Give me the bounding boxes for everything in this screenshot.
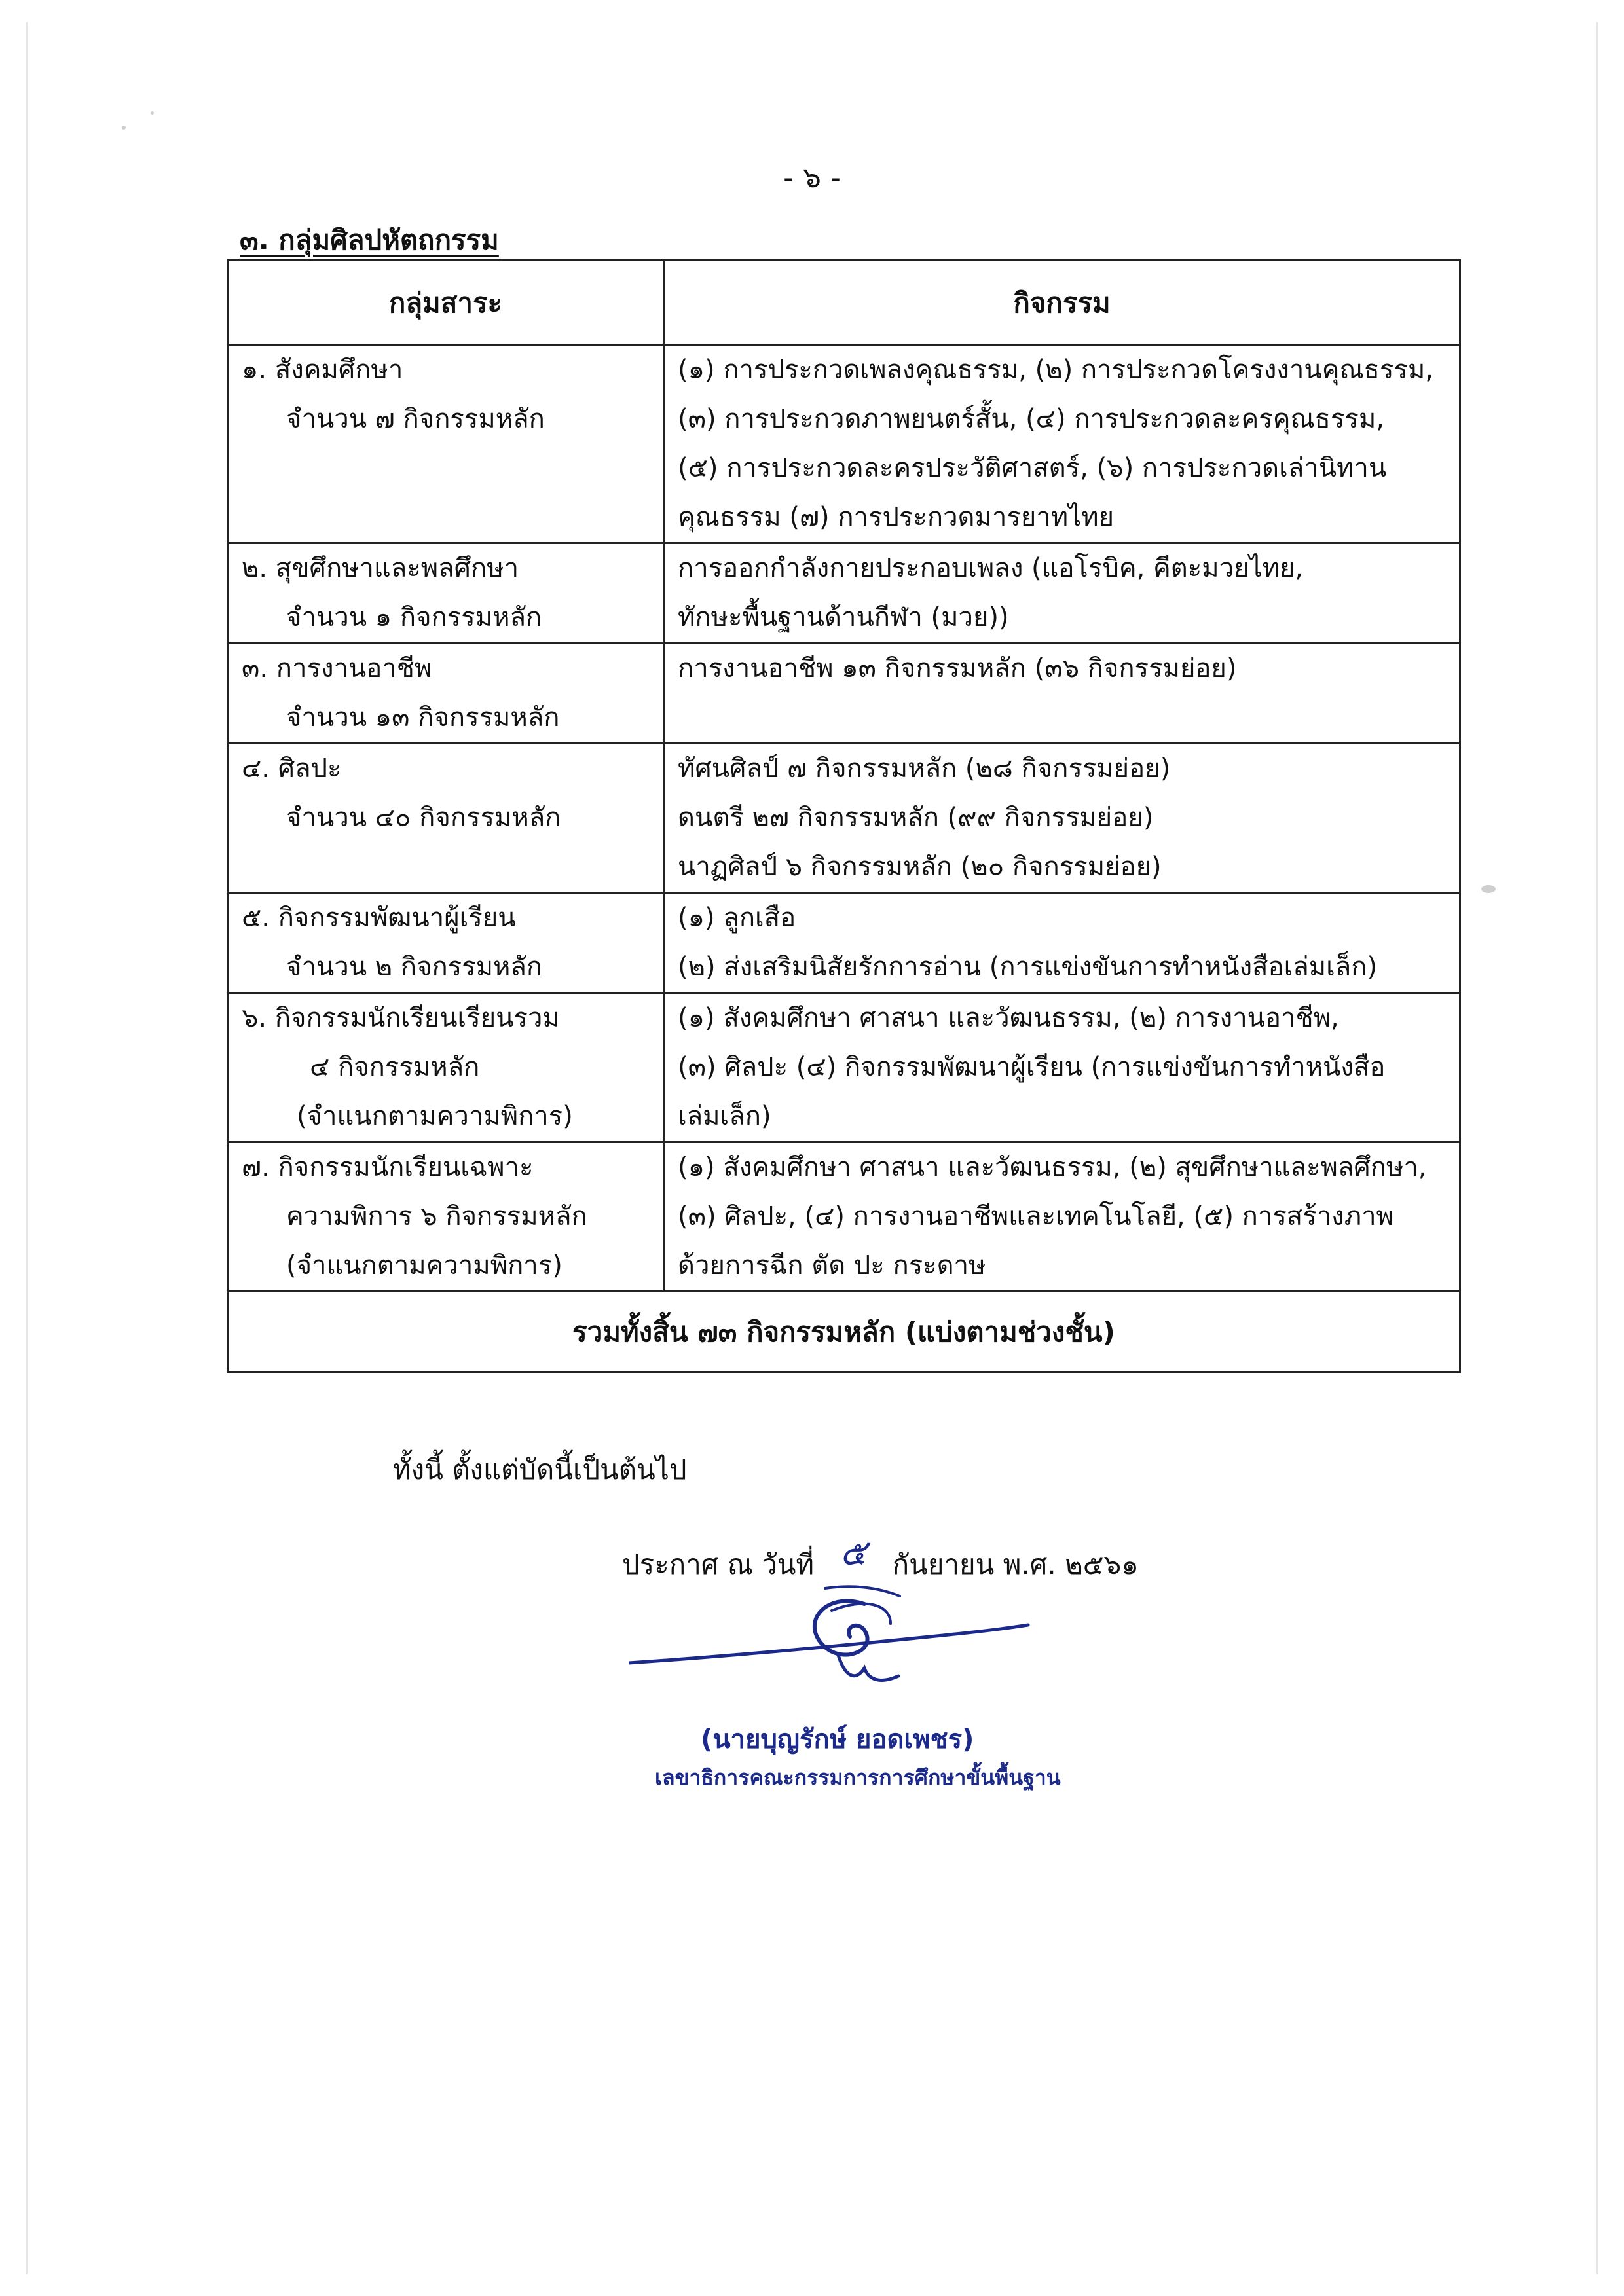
group-count: จำนวน ๔๐ กิจกรรมหลัก <box>286 803 561 833</box>
scan-speck <box>151 111 154 115</box>
announcement-suffix: กันยายน พ.ศ. ๒๕๖๑ <box>892 1548 1139 1580</box>
group-title: ๗. กิจกรรมนักเรียนเฉพาะ <box>242 1152 534 1182</box>
header-subject-group: กลุ่มสาระ <box>228 261 664 345</box>
activity-line: ดนตรี ๒๗ กิจกรรมหลัก (๙๙ กิจกรรมย่อย) <box>678 803 1154 833</box>
activity-line: (๑) การประกวดเพลงคุณธรรม, (๒) การประกวดโครงงานคุณธรรม, <box>678 355 1434 385</box>
group-cell <box>228 345 664 543</box>
group-cell <box>228 644 664 744</box>
activity-line: (๑) สังคมศึกษา ศาสนา และวัฒนธรรม, (๒) การงานอาชีพ, <box>678 1003 1339 1033</box>
group-title: ๔. ศิลปะ <box>242 754 342 784</box>
activity-line: เล่มเล็ก) <box>678 1101 771 1131</box>
closing-statement: ทั้งนี้ ตั้งแต่บัดนี้เป็นต้นไป <box>393 1453 687 1485</box>
signer-name: (นายบุญรักษ์ ยอดเพชร) <box>701 1724 974 1755</box>
group-cell <box>228 744 664 893</box>
activity-line: (๓) ศิลปะ, (๔) การงานอาชีพและเทคโนโลยี, (๕) การสร้างภาพ <box>678 1201 1393 1231</box>
group-note: (จำแนกตามความพิการ) <box>286 1250 563 1281</box>
table-row <box>228 1142 1460 1292</box>
table-header-row <box>228 261 1460 345</box>
signer-title: เลขาธิการคณะกรรมการการศึกษาขั้นพื้นฐาน <box>655 1765 1061 1790</box>
announcement-day: ๕ <box>840 1532 867 1573</box>
group-title: ๖. กิจกรรมนักเรียนเรียนรวม <box>242 1003 560 1033</box>
activity-line: (๑) สังคมศึกษา ศาสนา และวัฒนธรรม, (๒) สุขศึกษาและพลศึกษา, <box>678 1152 1427 1182</box>
table-row <box>228 644 1460 744</box>
activities-cell <box>664 893 1460 993</box>
activities-table <box>227 259 1461 1373</box>
activity-line: การออกกำลังกายประกอบเพลง (แอโรบิค, คีตะมวยไทย, <box>678 553 1304 583</box>
activity-line: ทักษะพื้นฐานด้านกีฬา (มวย)) <box>678 602 1009 632</box>
scan-speck <box>1481 885 1496 893</box>
header-activities: กิจกรรม <box>664 261 1460 345</box>
group-title: ๕. กิจกรรมพัฒนาผู้เรียน <box>242 903 516 933</box>
group-title: ๓. การงานอาชีพ <box>242 653 432 683</box>
group-note: (จำแนกตามความพิการ) <box>297 1101 573 1131</box>
announcement-date <box>622 1533 1139 1590</box>
group-count: จำนวน ๒ กิจกรรมหลัก <box>286 952 543 982</box>
activities-cell <box>664 345 1460 543</box>
group-count: ๔ กิจกรรมหลัก <box>310 1052 480 1082</box>
activity-line: นาฏศิลป์ ๖ กิจกรรมหลัก (๒๐ กิจกรรมย่อย) <box>678 852 1162 882</box>
activity-line: (๓) ศิลปะ (๔) กิจกรรมพัฒนาผู้เรียน (การแข่งขันการทำหนังสือ <box>678 1052 1386 1082</box>
activities-cell <box>664 644 1460 744</box>
group-count: จำนวน ๗ กิจกรรมหลัก <box>286 404 545 434</box>
activities-cell <box>664 993 1460 1142</box>
group-title: ๒. สุขศึกษาและพลศึกษา <box>242 553 519 583</box>
table-row <box>228 543 1460 644</box>
group-cell <box>228 543 664 644</box>
handwritten-signature <box>629 1584 1035 1715</box>
activity-line: (๕) การประกวดละครประวัติศาสตร์, (๖) การประกวดเล่านิทาน <box>678 453 1387 483</box>
table-row <box>228 345 1460 543</box>
group-count: ความพิการ ๖ กิจกรรมหลัก <box>286 1201 587 1231</box>
activities-cell <box>664 543 1460 644</box>
activities-cell <box>664 1142 1460 1292</box>
section-heading: ๓. กลุ่มศิลปหัตถกรรม <box>240 224 499 256</box>
activity-line: การงานอาชีพ ๑๓ กิจกรรมหลัก (๓๖ กิจกรรมย่อย) <box>678 653 1237 683</box>
scan-speck <box>122 126 126 130</box>
page-number: - ๖ - <box>783 161 841 194</box>
group-cell <box>228 893 664 993</box>
activity-line: (๓) การประกวดภาพยนตร์สั้น, (๔) การประกวดละครคุณธรรม, <box>678 404 1385 434</box>
activity-line: คุณธรรม (๗) การประกวดมารยาทไทย <box>678 502 1115 532</box>
table-row <box>228 993 1460 1142</box>
table-row <box>228 893 1460 993</box>
group-title: ๑. สังคมศึกษา <box>242 355 403 385</box>
activity-line: ทัศนศิลป์ ๗ กิจกรรมหลัก (๒๘ กิจกรรมย่อย) <box>678 754 1171 784</box>
group-cell <box>228 993 664 1142</box>
table-total-row <box>228 1292 1460 1372</box>
group-count: จำนวน ๑๓ กิจกรรมหลัก <box>286 702 560 733</box>
activity-line: (๑) ลูกเสือ <box>678 903 796 933</box>
group-cell <box>228 1142 664 1292</box>
table-total: รวมทั้งสิ้น ๗๓ กิจกรรมหลัก (แบ่งตามช่วงชั้น) <box>228 1292 1460 1372</box>
table-row <box>228 744 1460 893</box>
activities-cell <box>664 744 1460 893</box>
activity-line: ด้วยการฉีก ตัด ปะ กระดาษ <box>678 1250 986 1281</box>
group-count: จำนวน ๑ กิจกรรมหลัก <box>286 602 542 632</box>
announcement-prefix: ประกาศ ณ วันที่ <box>622 1548 815 1580</box>
activity-line: (๒) ส่งเสริมนิสัยรักการอ่าน (การแข่งขันการทำหนังสือเล่มเล็ก) <box>678 952 1378 982</box>
